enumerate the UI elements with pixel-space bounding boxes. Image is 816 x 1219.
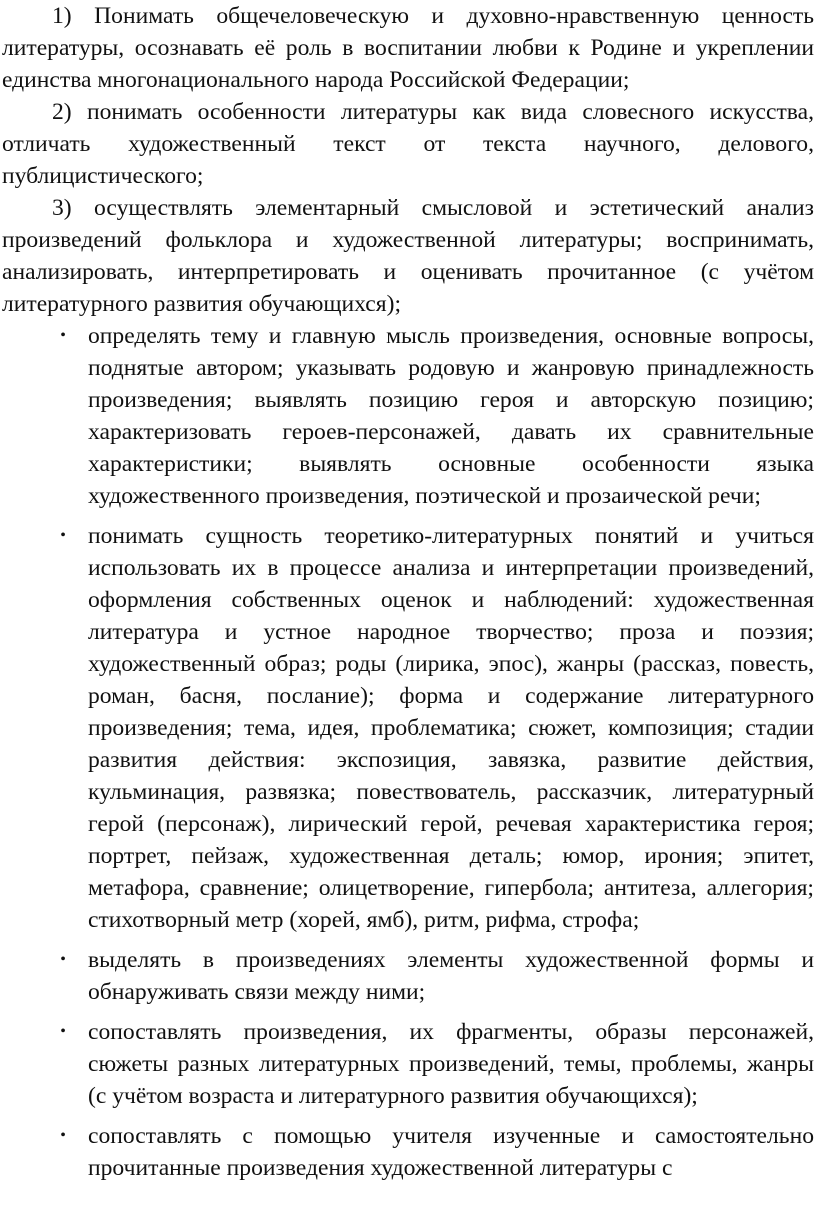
list-item-text: сопоставлять произведения, их фрагменты, образы персонажей, сюжеты разных литературных произведений, темы, проблемы, жанры (с учётом возраста и литературного развития обучающихся); [88,1019,814,1109]
list-item [2,520,814,936]
bullet-icon: • [60,1023,66,1040]
list-item [2,1120,814,1184]
list-item-text: определять тему и главную мысль произведения, основные вопросы, поднятые автором; указывать родовую и жанровую принадлежность произведения; выявлять позицию героя и авторскую позицию; характеризовать героев-персонажей, давать их сравнительные характеристики; выявлять основные особенности языка художественного произведения, поэтической и прозаической речи; [88,323,814,509]
list-item-text: понимать сущность теоретико-литературных понятий и учиться использовать их в процессе анализа и интерпретации произведений, оформления собственных оценок и наблюдений: художественная литература и устное народное творчество; проза и поэзия; художественный образ; роды (лирика, эпос), жанры (рассказ, повесть, роман, басня, послание); форма и содержание литературного произведения; тема, идея, проблематика; сюжет, композиция; стадии развития действия: экспозиция, завязка, развитие действия, кульминация, развязка; повествователь, рассказчик, литературный герой (персонаж), лирический герой, речевая характеристика героя; портрет, пейзаж, художественная деталь; юмор, ирония; эпитет, метафора, сравнение; олицетворение, гипербола; антитеза, аллегория; стихотворный метр (хорей, ямб), ритм, рифма, строфа; [88,523,814,933]
bullet-icon: • [60,327,66,344]
list-item [2,1016,814,1112]
paragraph-2: 2) понимать особенности литературы как вида словесного искусства, отличать художественный текст от текста научного, делового, публицистического; [2,99,814,189]
bullet-icon: • [60,527,66,544]
list-item-text: сопоставлять с помощью учителя изученные и самостоятельно прочитанные произведения художественной литературы с [88,1123,814,1181]
bullet-icon: • [60,1127,66,1144]
paragraph-3: 3) осуществлять элементарный смысловой и эстетический анализ произведений фольклора и художественной литературы; воспринимать, анализировать, интерпретировать и оценивать прочитанное (с учётом литературного развития обучающихся); [2,195,814,317]
list-item-text: выделять в произведениях элементы художественной формы и обнаруживать связи между ними; [88,947,814,1005]
list-item [2,944,814,1008]
list-item [2,320,814,512]
bullet-list [2,320,814,1184]
bullet-icon: • [60,951,66,968]
paragraph-1: 1) Понимать общечеловеческую и духовно-нравственную ценность литературы, осознавать её роль в воспитании любви к Родине и укреплении единства многонационального народа Российской Федерации; [2,3,814,93]
